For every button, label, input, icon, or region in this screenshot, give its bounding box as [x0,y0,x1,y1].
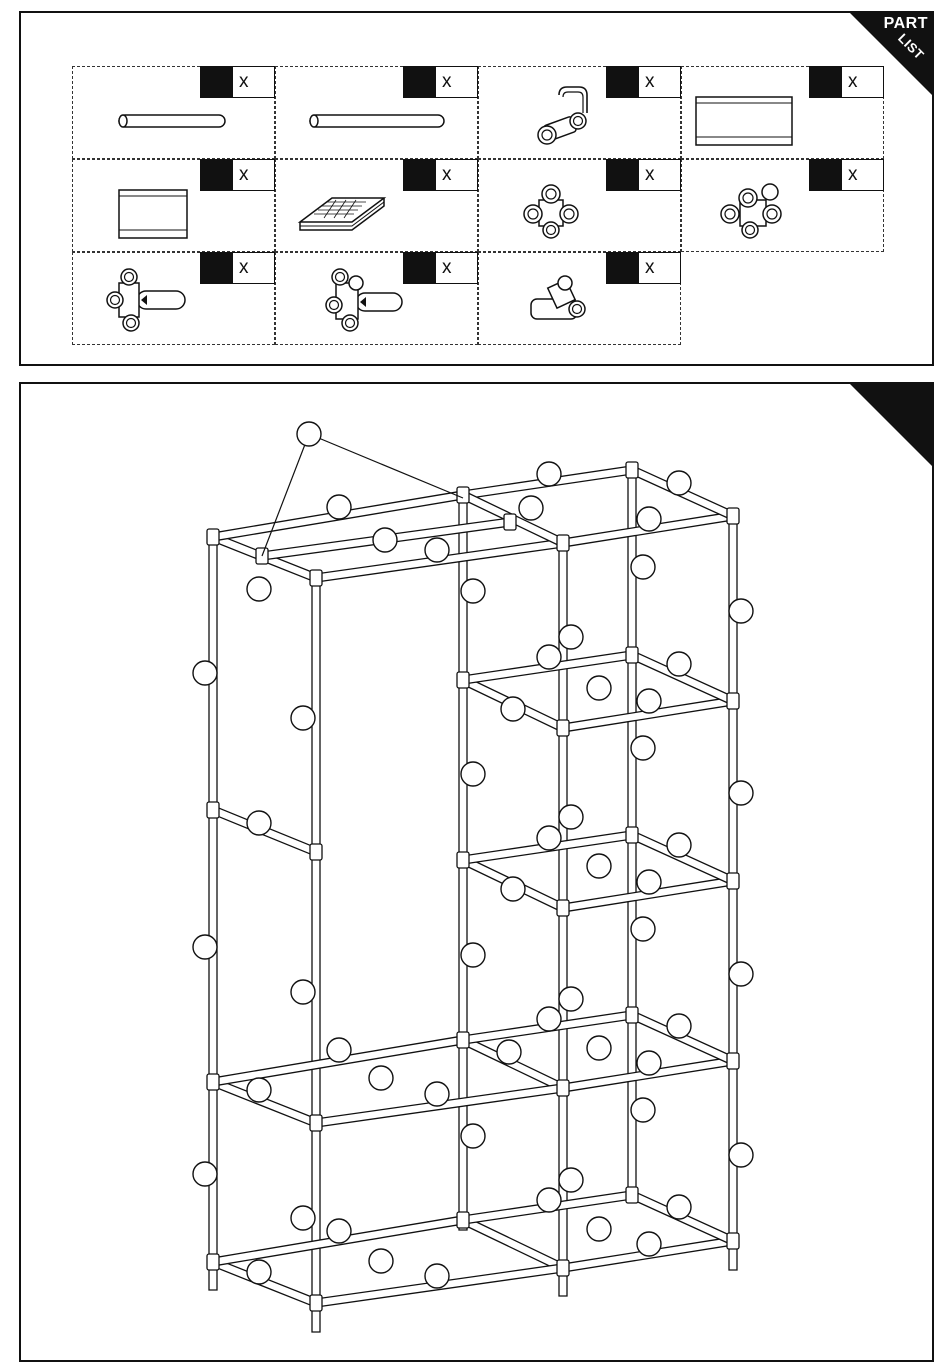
part-callout-circle [667,1014,691,1038]
part-callout-circle [559,987,583,1011]
part-callout-circle [501,877,525,901]
shelf-connector [557,720,569,736]
part-callout-circle [667,833,691,857]
part-callout-circle [247,811,271,835]
part-callout-circle [461,943,485,967]
part-callout-circle [369,1066,393,1090]
qty-box: x [606,66,681,98]
frame-connector [504,514,516,530]
frame-connector [310,570,322,586]
part-callout-circle [291,980,315,1004]
qty-box: x [606,159,681,191]
shelf-connector [626,1007,638,1023]
frame-connector [207,802,219,818]
qty-box: x [403,66,478,98]
part-callout-circle [631,1098,655,1122]
shelf-connector [626,1187,638,1203]
part-callout-circle [425,538,449,562]
part-callout-circle [587,854,611,878]
frame-connector [457,487,469,503]
part-callout-circle [587,1217,611,1241]
shelf-connector [727,873,739,889]
part-callout-circle [631,555,655,579]
part-callout-circle [327,495,351,519]
shelf-connector [457,1212,469,1228]
shelf-connector [626,827,638,843]
part-callout-circle [559,1168,583,1192]
callout-leader-line [262,434,309,556]
part-callout-circle [537,1007,561,1031]
part-callout-circle [461,762,485,786]
part-callout-circle [461,579,485,603]
part-callout-circle [291,1206,315,1230]
frame-connector [310,844,322,860]
frame-connector [727,508,739,524]
part-callout-circle [637,1051,661,1075]
part-callout-circle [193,935,217,959]
shelf-connector [727,693,739,709]
shelf-connector [626,647,638,663]
part-callout-circle [667,471,691,495]
shelf-connector [457,672,469,688]
part-callout-circle [637,1232,661,1256]
part-callout-circle [537,826,561,850]
part-callout-circle [297,422,321,446]
shelf-connector [457,852,469,868]
shelf-connector [207,1254,219,1270]
part-callout-circle [587,1036,611,1060]
part-callout-circle [537,645,561,669]
part-callout-circle [537,462,561,486]
part-callout-circle [193,1162,217,1186]
shelf-connector [727,1053,739,1069]
part-callout-circle [637,507,661,531]
shelf-connector [557,900,569,916]
part-callout-circle [537,1188,561,1212]
part-callout-circle [247,1260,271,1284]
qty-box: x [200,252,275,284]
part-callout-circle [461,1124,485,1148]
part-callout-circle [559,625,583,649]
part-callout-circle [729,962,753,986]
part-callout-circle [193,661,217,685]
shelf-connector [727,1233,739,1249]
frame-connector [207,529,219,545]
part-callout-circle [247,1078,271,1102]
qty-box: x [606,252,681,284]
part-callout-circle [729,1143,753,1167]
frame-connector [626,462,638,478]
qty-box: x [809,66,884,98]
part-callout-circle [425,1082,449,1106]
frame-connector [557,535,569,551]
shelf-connector [207,1074,219,1090]
part-list-label-part: PART [883,15,928,32]
part-callout-circle [587,676,611,700]
part-callout-circle [631,917,655,941]
part-callout-circle [327,1038,351,1062]
qty-box: x [403,252,478,284]
part-callout-circle [637,689,661,713]
part-list-label-list: LIST [894,30,927,63]
shelf-connector [557,1260,569,1276]
part-callout-circle [247,577,271,601]
shelf-connector [557,1080,569,1096]
part-callout-circle [369,1249,393,1273]
shelf-rail [461,1216,564,1271]
shelf-connector [310,1115,322,1131]
part-callout-circle [667,1195,691,1219]
part-callout-circle [729,781,753,805]
part-callout-circle [327,1219,351,1243]
qty-box: x [809,159,884,191]
callout-leader-line [309,434,463,498]
qty-box: x [200,66,275,98]
part-callout-circle [497,1040,521,1064]
part-callout-circle [425,1264,449,1288]
part-callout-circle [631,736,655,760]
part-callout-circle [519,496,543,520]
shelf-connector [457,1032,469,1048]
part-callout-circle [667,652,691,676]
part-callout-circle [729,599,753,623]
part-callout-circle [501,697,525,721]
part-callout-circle [637,870,661,894]
qty-box: x [403,159,478,191]
part-callout-circle [373,528,397,552]
qty-box: x [200,159,275,191]
part-callout-circle [559,805,583,829]
part-callout-circle [291,706,315,730]
shelf-connector [310,1295,322,1311]
